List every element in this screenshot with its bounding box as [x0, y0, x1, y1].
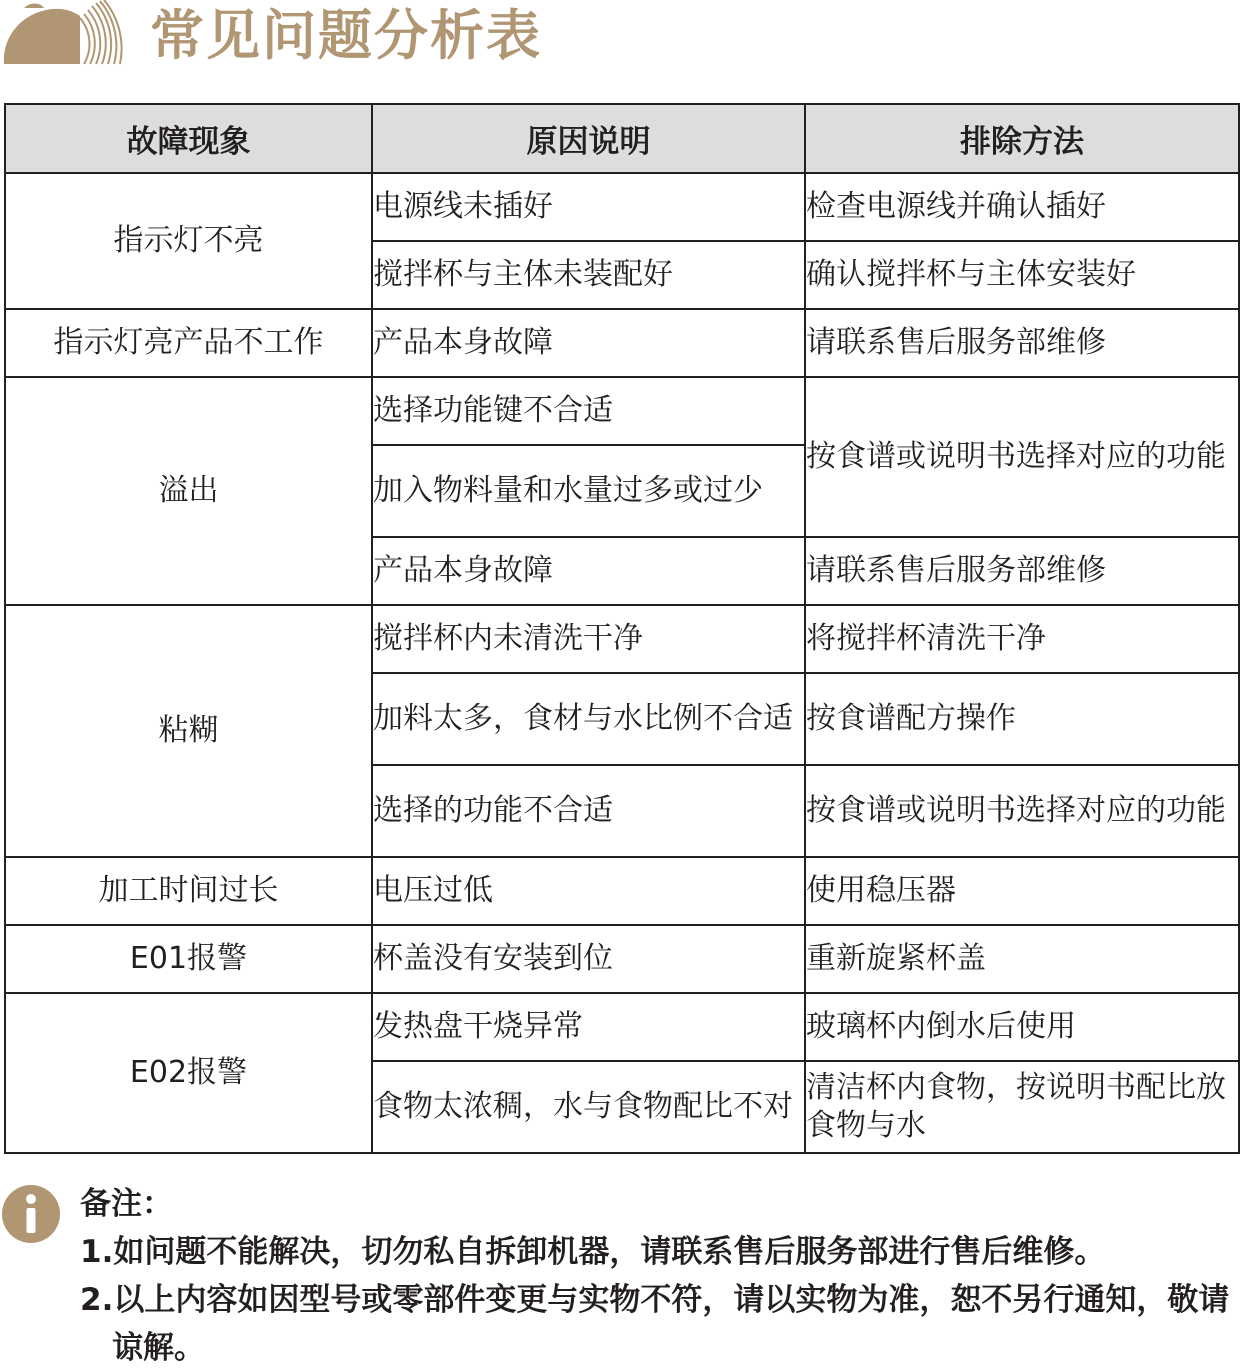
header-cause: 原因说明 — [372, 104, 805, 173]
note-item: 2.以上内容如因型号或零部件变更与实物不符，请以实物为准，恕不另行通知，敬请谅解。 — [80, 1282, 1230, 1366]
cause-cell: 电源线未插好 — [372, 173, 805, 241]
symptom-cell: 溢出 — [5, 377, 372, 605]
page-header — [0, 0, 1241, 80]
notes-section — [80, 1180, 1240, 1372]
solution-cell: 按食谱或说明书选择对应的功能 — [805, 765, 1239, 857]
solution-cell: 请联系售后服务部维修 — [805, 537, 1239, 605]
cause-cell: 食物太浓稠，水与食物配比不对 — [372, 1061, 805, 1153]
table-row — [5, 309, 1239, 377]
cause-cell: 选择的功能不合适 — [372, 765, 805, 857]
table-row — [5, 377, 1239, 445]
table-row — [5, 925, 1239, 993]
symptom-cell: E01报警 — [5, 925, 372, 993]
cause-cell: 加入物料量和水量过多或过少 — [372, 445, 805, 537]
info-icon — [2, 1185, 60, 1243]
cause-cell: 选择功能键不合适 — [372, 377, 805, 445]
header-solution: 排除方法 — [805, 104, 1239, 173]
solution-cell: 检查电源线并确认插好 — [805, 173, 1239, 241]
cause-cell: 电压过低 — [372, 857, 805, 925]
solution-cell: 请联系售后服务部维修 — [805, 309, 1239, 377]
symptom-cell: 指示灯亮产品不工作 — [5, 309, 372, 377]
solution-cell: 将搅拌杯清洗干净 — [805, 605, 1239, 673]
notes-label: 备注： — [80, 1186, 173, 1222]
table-header-row — [5, 104, 1239, 173]
cause-cell: 杯盖没有安装到位 — [372, 925, 805, 993]
table-row — [5, 857, 1239, 925]
cause-cell: 发热盘干烧异常 — [372, 993, 805, 1061]
page-title: 常见问题分析表 — [150, 4, 542, 67]
table-row — [5, 993, 1239, 1061]
symptom-cell: 指示灯不亮 — [5, 173, 372, 309]
header-symptom: 故障现象 — [5, 104, 372, 173]
solution-cell: 按食谱或说明书选择对应的功能 — [805, 377, 1239, 537]
cause-cell: 搅拌杯内未清洗干净 — [372, 605, 805, 673]
cause-cell: 产品本身故障 — [372, 309, 805, 377]
solution-cell: 使用稳压器 — [805, 857, 1239, 925]
note-item: 1.如问题不能解决，切勿私自拆卸机器，请联系售后服务部进行售后维修。 — [80, 1234, 1106, 1270]
symptom-cell: E02报警 — [5, 993, 372, 1153]
table-row — [5, 605, 1239, 673]
troubleshooting-table — [4, 103, 1240, 1154]
solution-cell: 玻璃杯内倒水后使用 — [805, 993, 1239, 1061]
symptom-cell: 粘糊 — [5, 605, 372, 857]
solution-cell: 按食谱配方操作 — [805, 673, 1239, 765]
solution-cell: 确认搅拌杯与主体安装好 — [805, 241, 1239, 309]
cause-cell: 加料太多，食材与水比例不合适 — [372, 673, 805, 765]
table-row — [5, 173, 1239, 241]
cause-cell: 产品本身故障 — [372, 537, 805, 605]
cause-cell: 搅拌杯与主体未装配好 — [372, 241, 805, 309]
brand-arc-logo-icon — [0, 0, 130, 72]
solution-cell: 清洁杯内食物，按说明书配比放食物与水 — [805, 1061, 1239, 1153]
symptom-cell: 加工时间过长 — [5, 857, 372, 925]
solution-cell: 重新旋紧杯盖 — [805, 925, 1239, 993]
